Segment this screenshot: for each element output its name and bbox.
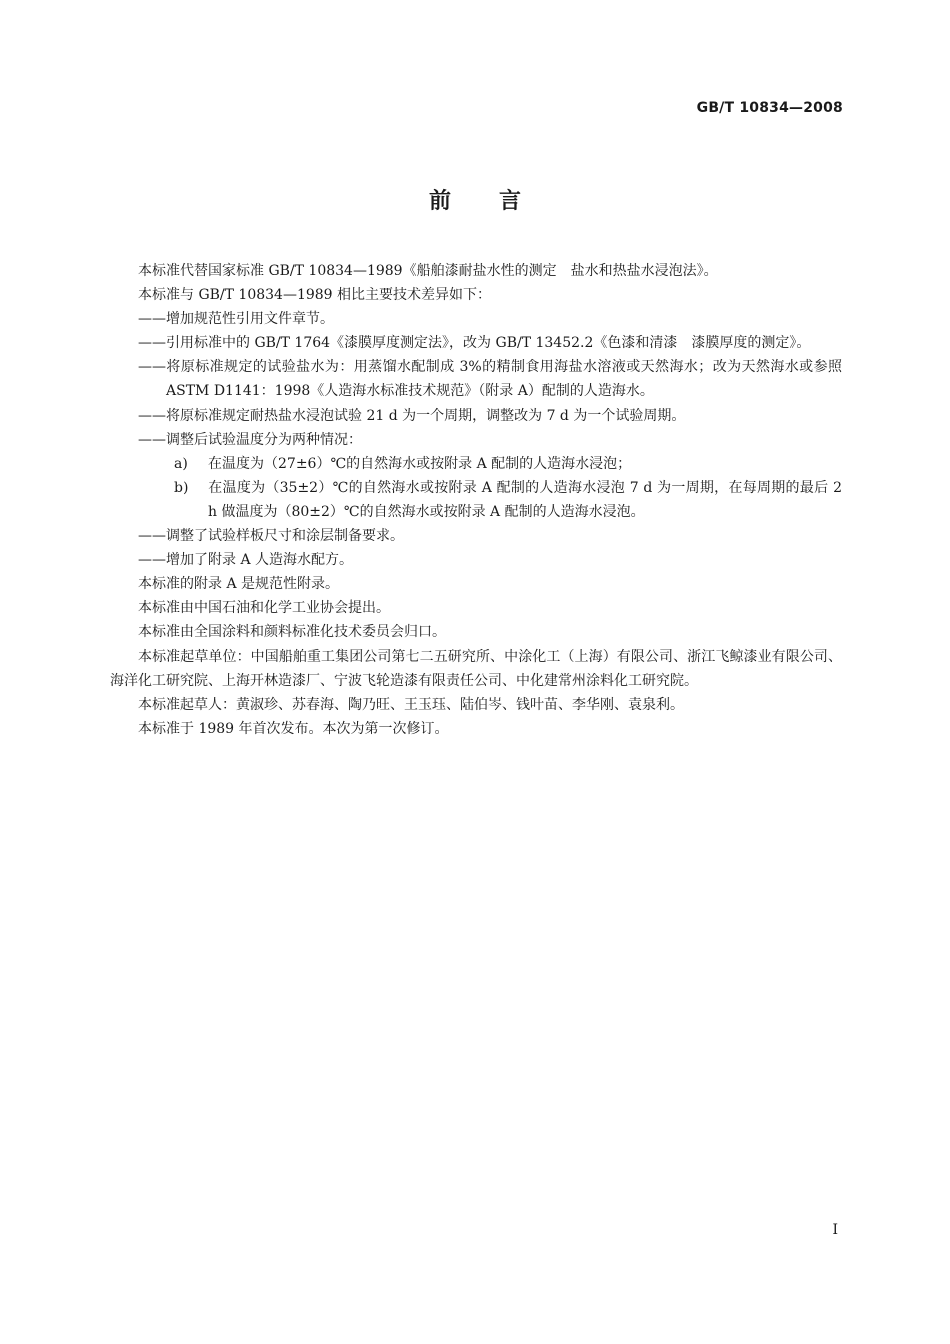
title-char-1: 前: [428, 189, 451, 214]
paragraph-committee: 本标准由全国涂料和颜料标准化技术委员会归口。: [138, 624, 446, 641]
sub-item-b: [110, 476, 842, 524]
difference-item: ——调整后试验温度分为两种情况：: [138, 431, 362, 448]
paragraph-history: 本标准于 1989 年首次发布。本次为第一次修订。: [138, 720, 449, 737]
sub-item-text: 在温度为（27±6）℃的自然海水或按附录 A 配制的人造海水浸泡；: [208, 455, 632, 472]
sub-item-label: b): [174, 479, 189, 496]
standard-number: GB/T 10834—2008: [696, 100, 843, 116]
paragraph-differences-intro: 本标准与 GB/T 10834—1989 相比主要技术差异如下：: [138, 287, 492, 304]
paragraph-drafting-units: 本标准起草单位：中国船舶重工集团公司第七二五研究所、中涂化工（上海）有限公司、浙江飞鲸漆业有限公司、海洋化工研究院、上海开林造漆厂、宁波飞轮造漆有限责任公司、中化建常州涂料化工研究院。: [110, 648, 842, 689]
sub-item-text: 在温度为（35±2）℃的自然海水或按附录 A 配制的人造海水浸泡 7 d 为一周期，在每周期的最后 2 h 做温度为（80±2）℃的自然海水或按附录 A 配制的人造海水浸泡。: [208, 479, 842, 520]
title-char-2: 言: [499, 189, 522, 214]
difference-item: ——将原标准规定耐热盐水浸泡试验 21 d 为一个周期，调整改为 7 d 为一个试验周期。: [138, 407, 686, 424]
page-title: [0, 184, 950, 215]
paragraph-proposer: 本标准由中国石油和化学工业协会提出。: [138, 600, 390, 617]
difference-item: ——增加规范性引用文件章节。: [138, 311, 334, 328]
paragraph-replacement: 本标准代替国家标准 GB/T 10834—1989《船舶漆耐盐水性的测定 盐水和热盐水浸泡法》。: [138, 263, 718, 279]
foreword-body: [110, 259, 842, 741]
page-number: I: [832, 1222, 838, 1238]
difference-item: ——将原标准规定的试验盐水为：用蒸馏水配制成 3%的精制食用海盐水溶液或天然海水；改为天然海水或参照 ASTM D1141：1998《人造海水标准技术规范》（附录 A）配制的人造海水。: [138, 359, 842, 400]
sub-item-label: a): [174, 455, 188, 472]
difference-item: ——调整了试验样板尺寸和涂层制备要求。: [138, 528, 404, 545]
paragraph-drafters: 本标准起草人：黄淑珍、苏春海、陶乃旺、王玉珏、陆伯岑、钱叶苗、李华刚、袁泉利。: [138, 696, 684, 713]
sub-item-a: [110, 452, 842, 476]
difference-item: ——引用标准中的 GB/T 1764《漆膜厚度测定法》，改为 GB/T 13452.2《色漆和清漆 漆膜厚度的测定》。: [138, 335, 811, 352]
paragraph-annex: 本标准的附录 A 是规范性附录。: [138, 576, 340, 593]
difference-item: ——增加了附录 A 人造海水配方。: [138, 552, 354, 569]
